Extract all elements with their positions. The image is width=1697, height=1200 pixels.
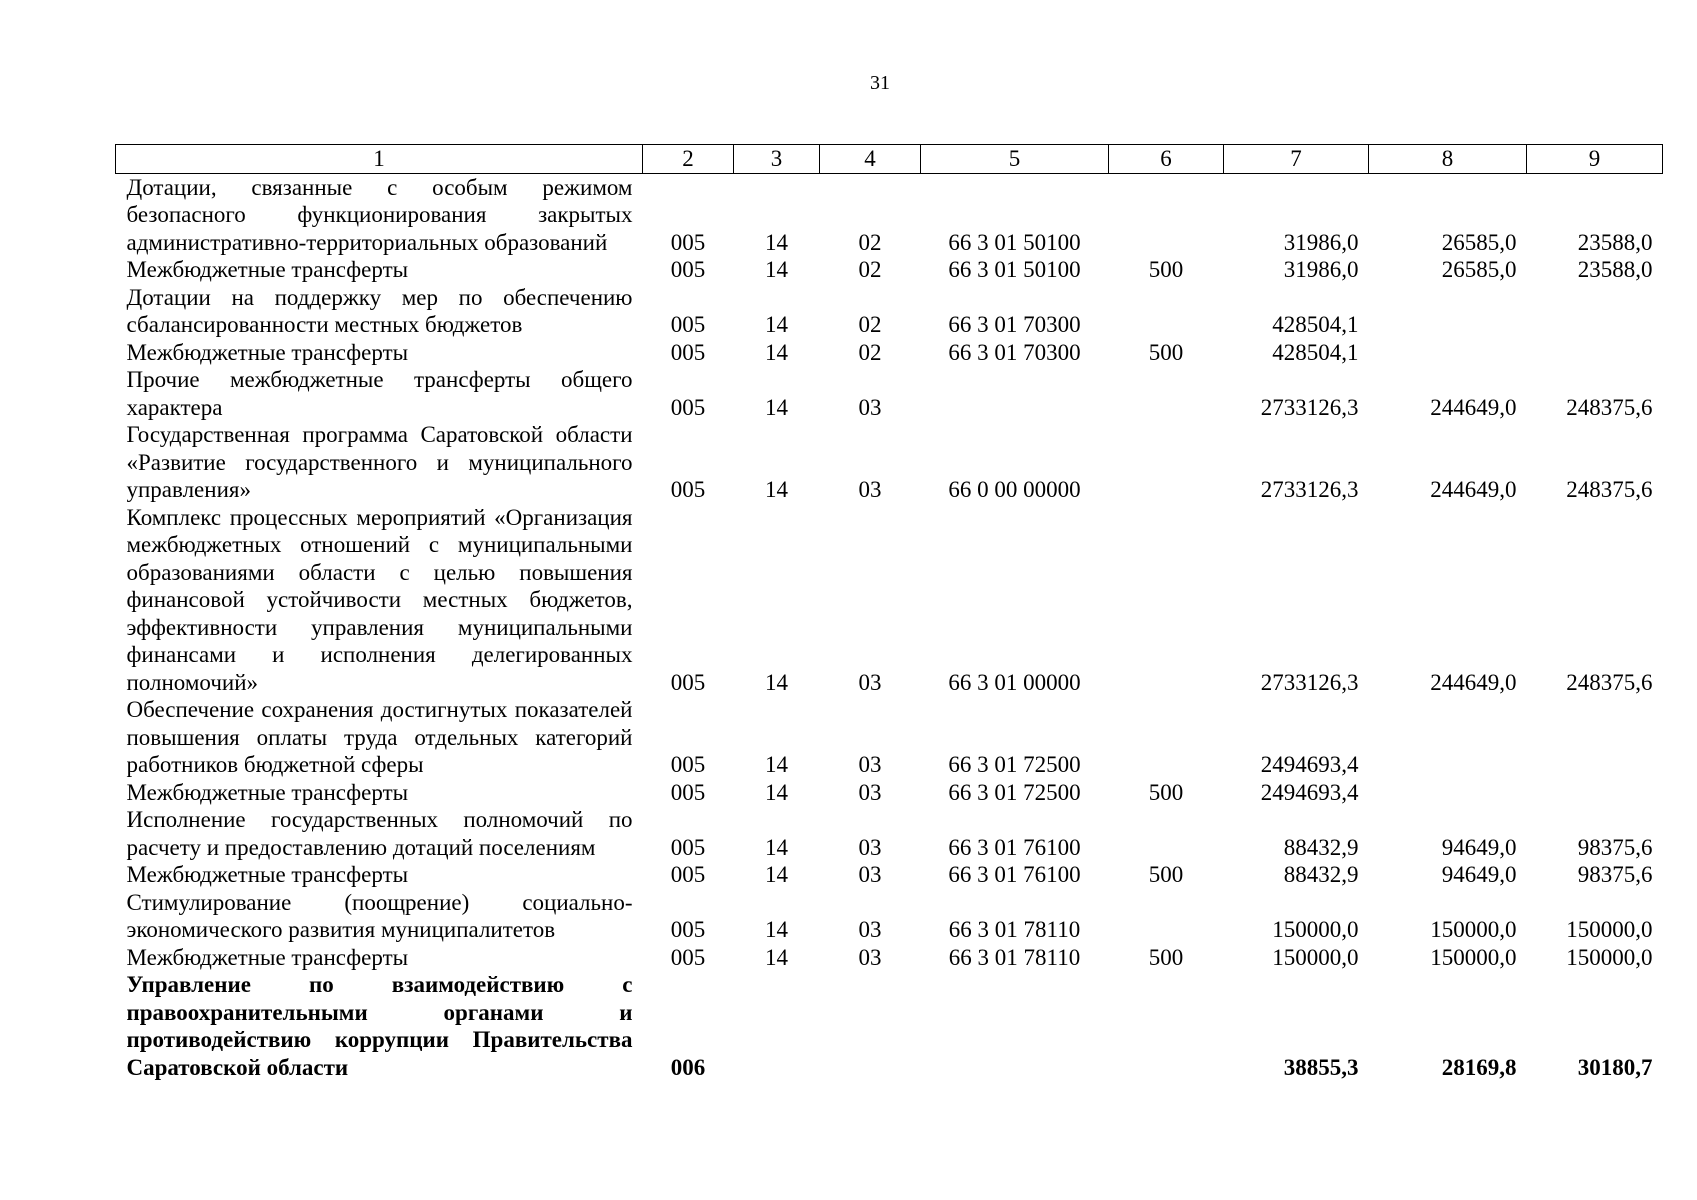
section-code: 14: [765, 394, 788, 420]
item-name: Дотации на поддержку мер по обеспечению сбалансированности местных бюджетов: [126, 284, 633, 337]
ministry-code: 005: [670, 752, 706, 777]
section-code: 14: [765, 862, 788, 887]
section-code: [734, 971, 820, 1081]
column-header: 5: [921, 145, 1109, 174]
amount-col-8: [1369, 779, 1527, 807]
target-article-code: 66 3 01 70300: [948, 339, 1081, 365]
ministry-code: 005: [670, 339, 706, 365]
amount-col-7: 88432,9: [1283, 862, 1359, 887]
target-article-code: 66 3 01 50100: [948, 257, 1081, 282]
item-name: Межбюджетные трансферты: [126, 339, 409, 365]
target-article-code: 66 3 01 78110: [948, 917, 1081, 942]
column-header: 4: [820, 145, 921, 174]
expense-type-code: [1109, 806, 1224, 861]
expense-type-code: [1109, 366, 1224, 421]
amount-col-9: 150000,0: [1566, 944, 1653, 970]
target-article-code: 66 0 00 00000: [948, 477, 1081, 502]
table-row: [116, 861, 1663, 889]
amount-col-7: 88432,9: [1283, 834, 1359, 860]
section-code: 14: [765, 752, 788, 777]
ministry-code: 005: [670, 477, 706, 502]
amount-col-7: 31986,0: [1283, 229, 1359, 255]
item-name: Стимулирование (поощрение) социально-экономического развития муниципалитетов: [126, 889, 633, 942]
section-code: 14: [765, 229, 788, 255]
table-row: [116, 944, 1663, 972]
amount-col-8: 150000,0: [1430, 944, 1517, 970]
amount-col-8: [1369, 339, 1527, 367]
amount-col-7: 150000,0: [1272, 944, 1359, 970]
amount-col-9: 98375,6: [1577, 834, 1653, 860]
item-name: Межбюджетные трансферты: [126, 944, 409, 970]
page-number: 31: [870, 72, 890, 94]
amount-col-9: [1527, 696, 1663, 779]
amount-col-8: [1369, 284, 1527, 339]
item-name: Обеспечение сохранения достигнутых показателей повышения оплаты труда отдельных категорий работников бюджетной сферы: [126, 697, 633, 777]
amount-col-9: [1527, 779, 1663, 807]
subsection-code: 03: [858, 477, 882, 502]
column-header: 9: [1527, 145, 1663, 174]
item-name: Межбюджетные трансферты: [126, 779, 409, 805]
target-article-code: 66 3 01 76100: [948, 834, 1081, 860]
amount-col-8: 244649,0: [1430, 669, 1517, 695]
expense-type-code: 500: [1148, 862, 1184, 887]
ministry-code: 005: [670, 394, 706, 420]
item-name: Межбюджетные трансферты: [126, 862, 409, 887]
subsection-code: 03: [858, 394, 882, 420]
expense-type-code: [1109, 284, 1224, 339]
expense-type-code: 500: [1148, 944, 1184, 970]
expense-type-code: 500: [1148, 779, 1184, 805]
target-article-code: 66 3 01 70300: [948, 312, 1081, 337]
subsection-code: 03: [858, 779, 882, 805]
column-header: 8: [1369, 145, 1527, 174]
table-row: [116, 256, 1663, 284]
amount-col-9: 98375,6: [1577, 862, 1653, 887]
target-article-code: [921, 971, 1109, 1081]
column-header: 1: [116, 145, 643, 174]
item-name: Исполнение государственных полномочий по расчету и предоставлению дотаций поселениям: [126, 807, 633, 860]
amount-col-9: [1527, 339, 1663, 367]
column-header: 2: [643, 145, 734, 174]
amount-col-8: 26585,0: [1441, 257, 1517, 282]
table-row: [116, 696, 1663, 779]
target-article-code: 66 3 01 50100: [948, 229, 1081, 255]
subsection-code: 03: [858, 752, 882, 777]
amount-col-9: 248375,6: [1566, 669, 1653, 695]
budget-table: [115, 144, 1663, 1081]
table-row: [116, 366, 1663, 421]
amount-col-7: 2733126,3: [1260, 477, 1359, 502]
subsection-code: 03: [858, 944, 882, 970]
subsection-code: [820, 971, 921, 1081]
section-code: 14: [765, 477, 788, 502]
expense-type-code: [1109, 889, 1224, 944]
amount-col-9: 150000,0: [1566, 917, 1653, 942]
amount-col-9: 248375,6: [1566, 394, 1653, 420]
table-row: [116, 971, 1663, 1081]
table-row: [116, 504, 1663, 697]
ministry-code: 005: [670, 944, 706, 970]
table-row: [116, 806, 1663, 861]
amount-col-9: 248375,6: [1566, 477, 1653, 502]
expense-type-code: [1109, 173, 1224, 256]
target-article-code: 66 3 01 72500: [948, 752, 1081, 777]
amount-col-8: 28169,8: [1441, 1054, 1517, 1080]
expense-type-code: 500: [1148, 257, 1184, 282]
section-code: 14: [765, 779, 788, 805]
table-row: [116, 173, 1663, 256]
table-body: [116, 173, 1663, 1081]
expense-type-code: 500: [1148, 339, 1184, 365]
ministry-code: 005: [670, 779, 706, 805]
ministry-code: 005: [670, 312, 706, 337]
target-article-code: 66 3 01 78110: [948, 944, 1081, 970]
target-article-code: 66 3 01 72500: [948, 779, 1081, 805]
amount-col-7: 31986,0: [1283, 257, 1359, 282]
amount-col-8: 150000,0: [1430, 917, 1517, 942]
amount-col-7: 428504,1: [1272, 312, 1359, 337]
section-code: 14: [765, 339, 788, 365]
expense-type-code: [1109, 504, 1224, 697]
amount-col-9: [1527, 284, 1663, 339]
ministry-code: 005: [670, 862, 706, 887]
amount-col-7: 2494693,4: [1260, 752, 1359, 777]
section-code: 14: [765, 312, 788, 337]
section-code: 14: [765, 257, 788, 282]
item-name: Государственная программа Саратовской области «Развитие государственного и муниципального управления»: [126, 422, 633, 502]
column-header: 6: [1109, 145, 1224, 174]
section-code: 14: [765, 834, 788, 860]
item-name: Управление по взаимодействию с правоохранительными органами и противодействию коррупции Правительства Саратовской области: [126, 972, 633, 1080]
ministry-code: 005: [670, 669, 706, 695]
section-code: 14: [765, 669, 788, 695]
amount-col-8: 94649,0: [1441, 834, 1517, 860]
column-header: 3: [734, 145, 820, 174]
amount-col-7: 2733126,3: [1260, 394, 1359, 420]
expense-type-code: [1109, 971, 1224, 1081]
table-header: [116, 145, 1663, 174]
amount-col-7: 428504,1: [1272, 339, 1359, 365]
expense-type-code: [1109, 696, 1224, 779]
subsection-code: 02: [858, 312, 882, 337]
table-row: [116, 421, 1663, 504]
target-article-code: 66 3 01 76100: [948, 862, 1081, 887]
amount-col-9: 23588,0: [1577, 257, 1653, 282]
subsection-code: 02: [858, 257, 882, 282]
target-article-code: 66 3 01 00000: [948, 669, 1081, 695]
ministry-code: 005: [670, 257, 706, 282]
column-header: 7: [1224, 145, 1369, 174]
amount-col-7: 150000,0: [1272, 917, 1359, 942]
ministry-code: 005: [670, 834, 706, 860]
table-row: [116, 889, 1663, 944]
expense-type-code: [1109, 421, 1224, 504]
item-name: Межбюджетные трансферты: [126, 257, 409, 282]
ministry-code: 006: [670, 1054, 706, 1080]
subsection-code: 03: [858, 917, 882, 942]
subsection-code: 03: [858, 862, 882, 887]
amount-col-7: 38855,3: [1283, 1054, 1359, 1080]
amount-col-9: 23588,0: [1577, 229, 1653, 255]
subsection-code: 02: [858, 229, 882, 255]
target-article-code: [921, 366, 1109, 421]
amount-col-7: 2494693,4: [1260, 779, 1359, 805]
item-name: Прочие межбюджетные трансферты общего характера: [126, 367, 633, 420]
amount-col-8: 94649,0: [1441, 862, 1517, 887]
section-code: 14: [765, 917, 788, 942]
amount-col-7: 2733126,3: [1260, 669, 1359, 695]
amount-col-9: 30180,7: [1577, 1054, 1653, 1080]
amount-col-8: 244649,0: [1430, 477, 1517, 502]
table-row: [116, 779, 1663, 807]
section-code: 14: [765, 944, 788, 970]
ministry-code: 005: [670, 229, 706, 255]
amount-col-8: 244649,0: [1430, 394, 1517, 420]
subsection-code: 02: [858, 339, 882, 365]
amount-col-8: [1369, 696, 1527, 779]
item-name: Комплекс процессных мероприятий «Организация межбюджетных отношений с муниципальными образованиями области с целью повышения финансовой устойчивости местных бюджетов, эффективности управления муниципальными финансами и исполнения делегированных полномочий»: [126, 504, 633, 695]
amount-col-8: 26585,0: [1441, 229, 1517, 255]
ministry-code: 005: [670, 917, 706, 942]
item-name: Дотации, связанные с особым режимом безопасного функционирования закрытых административно-территориальных образований: [126, 174, 633, 255]
table-row: [116, 339, 1663, 367]
subsection-code: 03: [858, 834, 882, 860]
table-row: [116, 284, 1663, 339]
subsection-code: 03: [858, 669, 882, 695]
